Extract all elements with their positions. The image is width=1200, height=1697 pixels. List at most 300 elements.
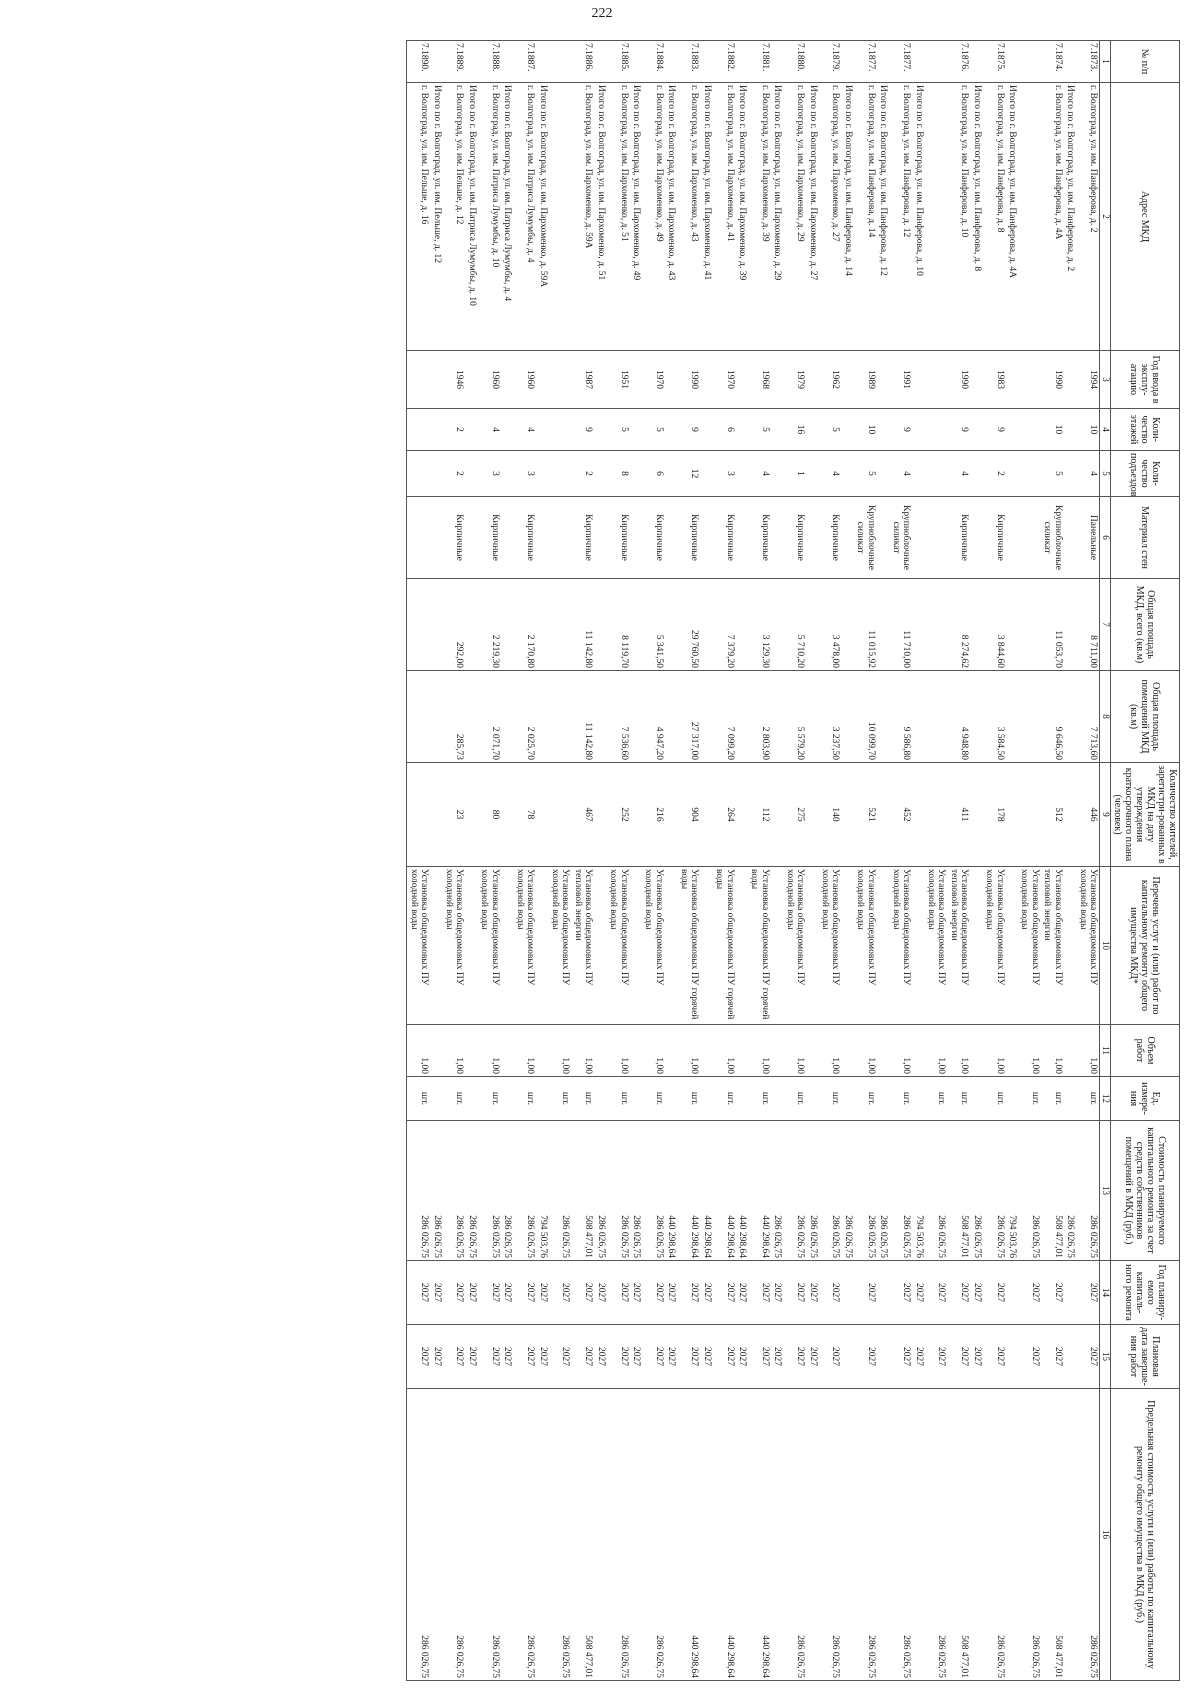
table-cell (925, 409, 948, 451)
header-cell: Адрес МКД (1111, 83, 1180, 351)
table-cell (536, 409, 548, 451)
table-cell (1006, 1389, 1018, 1681)
table-cell: 264 (713, 763, 736, 867)
table-cell: 440 298,64 (748, 1389, 771, 1681)
table-cell (736, 867, 748, 1025)
table-cell (407, 409, 430, 451)
table-cell (465, 351, 477, 409)
table-cell (970, 579, 982, 671)
table-cell: 1,00 (407, 1025, 430, 1077)
table-cell: шт. (513, 1077, 536, 1121)
table-cell: 2027 (630, 1261, 642, 1325)
rotated-document (30, 40, 1180, 1680)
table-cell (1006, 579, 1018, 671)
table-cell: Кирпичные (571, 497, 594, 579)
table-cell (549, 351, 572, 409)
table-cell: 7.1876. (947, 41, 970, 83)
header-cell: Общая площадь помещений МКД (кв.м) (1111, 671, 1180, 763)
table-cell: 3 (478, 451, 501, 497)
table-cell: 4 (947, 451, 970, 497)
table-cell: Установка общедомовых ПУ холодной воды (925, 867, 948, 1025)
table-cell (465, 579, 477, 671)
table-cell (430, 1025, 442, 1077)
table-cell: 1,00 (925, 1025, 948, 1077)
table-cell (536, 867, 548, 1025)
table-cell: 112 (748, 763, 771, 867)
table-cell (1006, 671, 1018, 763)
table-cell: 2027 (571, 1325, 594, 1389)
table-cell: 7.1889. (443, 41, 466, 83)
table-cell: 10 (1076, 409, 1099, 451)
table-cell: 512 (1041, 763, 1064, 867)
table-cell: г. Волгоград, ул. им. Панферова, д. 14 (854, 83, 877, 351)
table-cell (925, 579, 948, 671)
table-cell: 2027 (1041, 1261, 1064, 1325)
table-cell (877, 1389, 889, 1681)
table-cell: Итого по г. Волгоград, ул. им. Панферова, д. 2 (1064, 83, 1076, 351)
table-cell: шт. (925, 1077, 948, 1121)
table-cell: 10 (854, 409, 877, 451)
table-cell (806, 1077, 818, 1121)
table-cell: 286 026,75 (465, 1121, 477, 1261)
table-cell (700, 351, 712, 409)
table-row (677, 41, 700, 1681)
table-cell: Установка общедомовых ПУ холодной воды (478, 867, 501, 1025)
table-cell (465, 671, 477, 763)
table-cell: Итого по г. Волгоград, ул. им. Панферова, д. 4А (1006, 83, 1018, 351)
table-cell: Итого по г. Волгоград, ул. им. Панферова, д. 10 (912, 83, 924, 351)
table-cell (736, 579, 748, 671)
table-cell (771, 763, 783, 867)
table-cell (841, 1261, 853, 1325)
table-cell (912, 671, 924, 763)
table-cell: 1989 (854, 351, 877, 409)
table-cell: 27 317,00 (677, 671, 700, 763)
table-row (513, 41, 536, 1681)
column-number: 3 (1100, 351, 1111, 409)
table-cell: 1970 (713, 351, 736, 409)
table-cell: 3 (713, 451, 736, 497)
table-cell (630, 351, 642, 409)
table-cell: 286 026,75 (478, 1389, 501, 1681)
table-cell (841, 1389, 853, 1681)
table-cell: 2027 (594, 1325, 606, 1389)
table-cell: 11 710,00 (889, 579, 912, 671)
table-cell (665, 351, 677, 409)
table-cell (970, 497, 982, 579)
table-cell: 2 803,90 (748, 671, 771, 763)
table-cell: 140 (819, 763, 842, 867)
table-cell: Установка общедомовых ПУ холодной воды (607, 867, 630, 1025)
table-cell: Итого по г. Волгоград, ул. им. Пархоменко, д. 27 (806, 83, 818, 351)
column-number: 14 (1100, 1261, 1111, 1325)
table-cell (536, 1077, 548, 1121)
table-cell (549, 497, 572, 579)
table-cell (630, 867, 642, 1025)
table-cell: 1,00 (889, 1025, 912, 1077)
table-cell: 7.1888. (478, 41, 501, 83)
table-cell (630, 763, 642, 867)
table-cell (700, 1077, 712, 1121)
table-cell (594, 1077, 606, 1121)
table-cell: Установка общедомовых ПУ холодной воды (783, 867, 806, 1025)
table-cell (970, 671, 982, 763)
table-cell: Установка общедомовых ПУ тепловой энергии (571, 867, 594, 1025)
table-cell: 2027 (465, 1261, 477, 1325)
table-cell (430, 763, 442, 867)
table-cell (407, 763, 430, 867)
table-cell: 286 026,75 (1076, 1121, 1099, 1261)
table-cell: г. Волгоград, ул. им. Пархоменко, д. 43 (677, 83, 700, 351)
table-cell: 286 026,75 (407, 1389, 430, 1681)
table-cell: Итого по г. Волгоград, ул. им. Панферова, д. 8 (970, 83, 982, 351)
table-cell: 3 129,30 (748, 579, 771, 671)
table-cell (1018, 579, 1041, 671)
table-cell (665, 1025, 677, 1077)
table-cell (536, 451, 548, 497)
table-cell: 2027 (806, 1325, 818, 1389)
table-cell: 11 142,80 (571, 579, 594, 671)
table-cell: Установка общедомовых ПУ холодной воды (889, 867, 912, 1025)
table-cell: 1983 (983, 351, 1006, 409)
table-cell: 2027 (536, 1325, 548, 1389)
table-cell (465, 497, 477, 579)
table-cell (430, 351, 442, 409)
table-cell (665, 867, 677, 1025)
subtotal-row (1006, 41, 1018, 1681)
table-cell: 2027 (677, 1325, 700, 1389)
table-cell (1018, 83, 1041, 351)
table-cell (771, 409, 783, 451)
table-cell: шт. (443, 1077, 466, 1121)
table-cell (549, 409, 572, 451)
table-cell (536, 497, 548, 579)
table-cell (970, 1077, 982, 1121)
table-cell (430, 579, 442, 671)
table-cell (841, 671, 853, 763)
table-cell (912, 763, 924, 867)
table-cell: 508 477,01 (1041, 1121, 1064, 1261)
table-cell: 286 026,75 (806, 1121, 818, 1261)
table-cell (1018, 763, 1041, 867)
table-cell: шт. (983, 1077, 1006, 1121)
table-cell: 1,00 (854, 1025, 877, 1077)
table-cell (970, 409, 982, 451)
table-cell: 2027 (783, 1261, 806, 1325)
column-number: 9 (1100, 763, 1111, 867)
table-cell: 2027 (513, 1261, 536, 1325)
table-cell (806, 41, 818, 83)
table-cell: Установка общедомовых ПУ холодной воды (1018, 867, 1041, 1025)
table-cell: 286 026,75 (1018, 1121, 1041, 1261)
table-cell: г. Волгоград, ул. им. Панферова, д. 12 (889, 83, 912, 351)
table-cell: Кирпичные (819, 497, 842, 579)
table-cell: 9 586,80 (889, 671, 912, 763)
table-cell: шт. (713, 1077, 736, 1121)
table-cell: г. Волгоград, ул. им. Панферова, д. 2 (1076, 83, 1099, 351)
table-cell (771, 497, 783, 579)
table-cell (912, 351, 924, 409)
table-cell: шт. (478, 1077, 501, 1121)
table-cell: Установка общедомовых ПУ тепловой энергии (947, 867, 970, 1025)
table-cell (665, 409, 677, 451)
table-cell: 508 477,01 (1041, 1389, 1064, 1681)
table-cell (594, 497, 606, 579)
table-cell: 1946 (443, 351, 466, 409)
table-cell: г. Волгоград, ул. им. Панферова, д. 8 (983, 83, 1006, 351)
table-cell: 440 298,64 (713, 1121, 736, 1261)
table-cell: шт. (947, 1077, 970, 1121)
table-cell: 440 298,64 (665, 1121, 677, 1261)
table-cell (501, 497, 513, 579)
table-cell (501, 451, 513, 497)
table-row (607, 41, 630, 1681)
table-cell: 8 (607, 451, 630, 497)
table-cell: 285,73 (443, 671, 466, 763)
table-cell (630, 497, 642, 579)
table-cell (630, 409, 642, 451)
table-cell: г. Волгоград, ул. им. Пельше, д. 16 (407, 83, 430, 351)
table-cell (549, 671, 572, 763)
header-cell: Коли-чество подъездов (1111, 451, 1180, 497)
table-cell: 2027 (665, 1261, 677, 1325)
table-cell: 286 026,75 (607, 1389, 630, 1681)
table-cell (665, 579, 677, 671)
table-cell: 1 (783, 451, 806, 497)
table-cell: 3 (513, 451, 536, 497)
table-cell (912, 579, 924, 671)
table-cell (925, 351, 948, 409)
table-cell (771, 579, 783, 671)
table-cell: Итого по г. Волгоград, ул. им. Пархоменко, д. 49 (630, 83, 642, 351)
table-cell: 794 503,76 (1006, 1121, 1018, 1261)
table-cell: 286 026,75 (443, 1389, 466, 1681)
table-cell: 2027 (407, 1261, 430, 1325)
table-cell: Установка общедомовых ПУ холодной воды (513, 867, 536, 1025)
table-cell: 1970 (642, 351, 665, 409)
table-cell: Кирпичные (513, 497, 536, 579)
table-cell: г. Волгоград, ул. им. Пархоменко, д. 29 (783, 83, 806, 351)
table-cell: Установка общедомовых ПУ горячей воды (748, 867, 771, 1025)
table-cell: 2027 (925, 1325, 948, 1389)
table-cell: 2027 (912, 1261, 924, 1325)
table-cell: 2027 (607, 1261, 630, 1325)
table-row (854, 41, 877, 1681)
table-cell (806, 351, 818, 409)
table-cell (925, 41, 948, 83)
table-cell (806, 451, 818, 497)
table-cell (430, 41, 442, 83)
table-cell (700, 409, 712, 451)
table-cell: 8 119,70 (607, 579, 630, 671)
table-cell (925, 497, 948, 579)
table-cell (925, 83, 948, 351)
table-row (1041, 41, 1064, 1681)
table-cell (549, 41, 572, 83)
table-cell (1064, 1325, 1076, 1389)
subtotal-row (594, 41, 606, 1681)
table-cell: шт. (819, 1077, 842, 1121)
table-cell (1006, 41, 1018, 83)
table-cell: 440 298,64 (700, 1121, 712, 1261)
table-cell: шт. (1018, 1077, 1041, 1121)
table-cell (912, 409, 924, 451)
table-cell (430, 867, 442, 1025)
header-cell: Год ввода в эксплу-атацию (1111, 351, 1180, 409)
table-cell: 286 026,75 (513, 1121, 536, 1261)
table-cell: 2027 (700, 1325, 712, 1389)
page-number: 222 (591, 6, 613, 21)
table-cell: 1979 (783, 351, 806, 409)
table-cell: шт. (407, 1077, 430, 1121)
table-cell: 286 026,75 (630, 1121, 642, 1261)
column-number: 11 (1100, 1025, 1111, 1077)
table-cell (771, 671, 783, 763)
table-cell: 2027 (513, 1325, 536, 1389)
table-cell: 1,00 (571, 1025, 594, 1077)
table-cell: 2027 (1018, 1325, 1041, 1389)
column-number: 13 (1100, 1121, 1111, 1261)
table-cell: Крупноблочные силикат (854, 497, 877, 579)
table-cell (665, 1077, 677, 1121)
table-cell (1018, 497, 1041, 579)
table-cell: 1,00 (783, 1025, 806, 1077)
table-cell: 2027 (549, 1261, 572, 1325)
table-cell: 7.1882. (713, 41, 736, 83)
table-cell: 440 298,64 (713, 1389, 736, 1681)
table-cell (665, 451, 677, 497)
table-cell (501, 1025, 513, 1077)
table-cell: 452 (889, 763, 912, 867)
table-cell: Итого по г. Волгоград, ул. им. Панферова, д. 12 (877, 83, 889, 351)
table-cell: 440 298,64 (677, 1389, 700, 1681)
table-cell (925, 763, 948, 867)
header-cell: Стоимость планируемого капитального ремонта за счет средств собственников помещений в МКД (руб.) (1111, 1121, 1180, 1261)
table-cell: 6 (642, 451, 665, 497)
table-cell (501, 763, 513, 867)
table-cell: 440 298,64 (677, 1121, 700, 1261)
table-cell (736, 497, 748, 579)
table-cell: 286 026,75 (642, 1389, 665, 1681)
table-cell (1064, 579, 1076, 671)
table-cell: 286 026,75 (889, 1389, 912, 1681)
table-cell (806, 497, 818, 579)
table-cell: шт. (783, 1077, 806, 1121)
table-cell (1064, 1077, 1076, 1121)
table-cell (1018, 409, 1041, 451)
table-cell: г. Волгоград, ул. им. Пархоменко, д. 49 (642, 83, 665, 351)
table-cell: 7.1890. (407, 41, 430, 83)
table-cell: Кирпичные (713, 497, 736, 579)
table-cell: 9 (571, 409, 594, 451)
subtotal-row (877, 41, 889, 1681)
table-cell (549, 83, 572, 351)
table-cell (594, 1389, 606, 1681)
table-cell: 78 (513, 763, 536, 867)
table-cell (465, 763, 477, 867)
table-cell (970, 763, 982, 867)
table-cell (594, 351, 606, 409)
table-cell (970, 351, 982, 409)
table-cell: 11 015,92 (854, 579, 877, 671)
table-cell: Установка общедомовых ПУ холодной воды (642, 867, 665, 1025)
table-cell: 23 (443, 763, 466, 867)
table-cell (700, 579, 712, 671)
table-cell (1064, 409, 1076, 451)
table-cell: 286 026,75 (549, 1389, 572, 1681)
table-cell: 2027 (443, 1261, 466, 1325)
table-cell: 7.1887. (513, 41, 536, 83)
table-cell: 11 142,80 (571, 671, 594, 763)
table-cell: 286 026,75 (983, 1389, 1006, 1681)
table-cell: 2027 (819, 1325, 842, 1389)
header-cell: Ед. измере-ния (1111, 1077, 1180, 1121)
table-cell: 286 026,75 (819, 1389, 842, 1681)
table-cell: 286 026,75 (925, 1389, 948, 1681)
table-cell: 29 760,50 (677, 579, 700, 671)
table-cell: 2027 (607, 1325, 630, 1389)
header-cell: Перечень услуг и (или) работ по капитальному ремонту общего имущества МКД* (1111, 867, 1180, 1025)
table-cell: 2027 (501, 1325, 513, 1389)
table-cell: 5 (1041, 451, 1064, 497)
table-cell: 2027 (430, 1325, 442, 1389)
table-cell (1006, 1261, 1018, 1325)
table-cell: 2027 (854, 1261, 877, 1325)
table-cell (700, 671, 712, 763)
table-cell: Итого по г. Волгоград, ул. им. Пархоменко, д. 29 (771, 83, 783, 351)
table-cell: 286 026,75 (1064, 1121, 1076, 1261)
table-cell (630, 671, 642, 763)
table-cell: шт. (1076, 1077, 1099, 1121)
table-row (783, 41, 806, 1681)
table-cell: 286 026,75 (430, 1121, 442, 1261)
table-cell: 2027 (736, 1325, 748, 1389)
table-cell: 252 (607, 763, 630, 867)
table-cell: 2 219,30 (478, 579, 501, 671)
table-cell: 1,00 (478, 1025, 501, 1077)
table-cell (736, 763, 748, 867)
table-cell (501, 867, 513, 1025)
table-cell (1006, 351, 1018, 409)
table-cell: 7 379,20 (713, 579, 736, 671)
table-cell: Итого по г. Волгоград, ул. им. Патриса Лумумбы, д. 4 (501, 83, 513, 351)
table-cell: 2027 (889, 1325, 912, 1389)
table-cell (465, 1389, 477, 1681)
table-cell (665, 671, 677, 763)
table-cell: 3 584,50 (983, 671, 1006, 763)
table-cell: 80 (478, 763, 501, 867)
table-cell: 286 026,75 (1018, 1389, 1041, 1681)
table-cell (806, 867, 818, 1025)
table-cell (700, 497, 712, 579)
table-cell: 216 (642, 763, 665, 867)
table-cell (736, 1077, 748, 1121)
table-row (889, 41, 912, 1681)
table-cell (912, 1025, 924, 1077)
table-cell: Кирпичные (783, 497, 806, 579)
table-row (819, 41, 842, 1681)
table-cell (501, 409, 513, 451)
table-cell: 1,00 (1041, 1025, 1064, 1077)
table-cell (877, 1025, 889, 1077)
table-cell (1064, 671, 1076, 763)
table-cell: г. Волгоград, ул. им. Панферова, д. 4А (1041, 83, 1064, 351)
table-cell: Установка общедомовых ПУ холодной воды (443, 867, 466, 1025)
table-cell (877, 763, 889, 867)
table-cell (806, 763, 818, 867)
table-cell: 286 026,75 (513, 1389, 536, 1681)
table-row (1018, 41, 1041, 1681)
